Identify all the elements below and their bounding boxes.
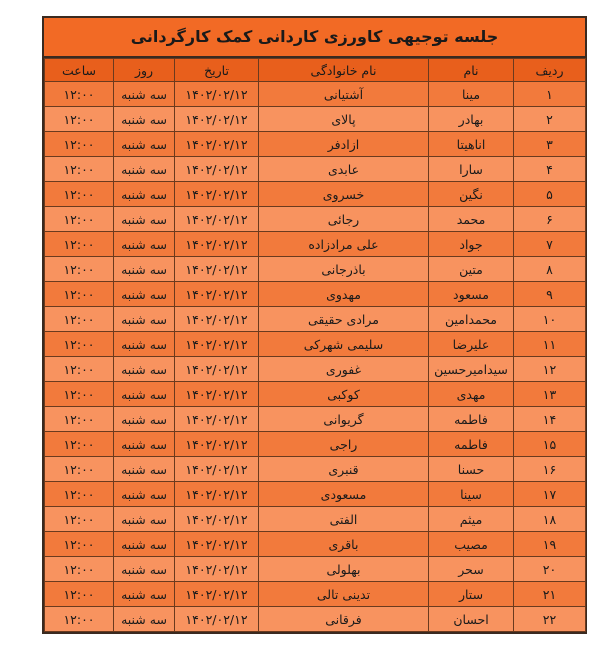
time-cell: ۱۲:۰۰ — [45, 232, 114, 257]
name-cell: میثم — [429, 507, 514, 532]
time-cell: ۱۲:۰۰ — [45, 532, 114, 557]
time-cell: ۱۲:۰۰ — [45, 382, 114, 407]
day-cell: سه شنبه — [114, 457, 175, 482]
row-number-cell: ۱۲ — [514, 357, 586, 382]
time-cell: ۱۲:۰۰ — [45, 182, 114, 207]
day-cell: سه شنبه — [114, 607, 175, 632]
day-cell: سه شنبه — [114, 207, 175, 232]
day-cell: سه شنبه — [114, 232, 175, 257]
row-number-cell: ۲۰ — [514, 557, 586, 582]
name-cell: مسعود — [429, 282, 514, 307]
date-cell: ۱۴۰۲/۰۲/۱۲ — [175, 582, 259, 607]
row-number-cell: ۵ — [514, 182, 586, 207]
family-cell: راجی — [259, 432, 429, 457]
time-cell: ۱۲:۰۰ — [45, 82, 114, 107]
time-cell: ۱۲:۰۰ — [45, 307, 114, 332]
time-cell: ۱۲:۰۰ — [45, 357, 114, 382]
time-cell: ۱۲:۰۰ — [45, 507, 114, 532]
name-cell: ستار — [429, 582, 514, 607]
time-cell: ۱۲:۰۰ — [45, 132, 114, 157]
time-cell: ۱۲:۰۰ — [45, 582, 114, 607]
date-cell: ۱۴۰۲/۰۲/۱۲ — [175, 332, 259, 357]
row-number-cell: ۲ — [514, 107, 586, 132]
family-cell: مرادی حقیقی — [259, 307, 429, 332]
row-number-cell: ۱۰ — [514, 307, 586, 332]
row-number-cell: ۱۹ — [514, 532, 586, 557]
table-row — [45, 207, 586, 232]
table-row — [45, 307, 586, 332]
day-cell: سه شنبه — [114, 357, 175, 382]
table-row — [45, 482, 586, 507]
date-cell: ۱۴۰۲/۰۲/۱۲ — [175, 282, 259, 307]
name-cell: نگین — [429, 182, 514, 207]
family-cell: غفوری — [259, 357, 429, 382]
table-row — [45, 332, 586, 357]
name-cell: محمد — [429, 207, 514, 232]
family-cell: الفتی — [259, 507, 429, 532]
row-number-cell: ۷ — [514, 232, 586, 257]
table-row — [45, 432, 586, 457]
day-cell: سه شنبه — [114, 107, 175, 132]
name-cell: حسنا — [429, 457, 514, 482]
family-cell: مسعودی — [259, 482, 429, 507]
time-cell: ۱۲:۰۰ — [45, 557, 114, 582]
name-cell: بهادر — [429, 107, 514, 132]
date-cell: ۱۴۰۲/۰۲/۱۲ — [175, 257, 259, 282]
header-name: نام — [429, 59, 514, 82]
row-number-cell: ۹ — [514, 282, 586, 307]
row-number-cell: ۱۶ — [514, 457, 586, 482]
time-cell: ۱۲:۰۰ — [45, 432, 114, 457]
date-cell: ۱۴۰۲/۰۲/۱۲ — [175, 532, 259, 557]
time-cell: ۱۲:۰۰ — [45, 157, 114, 182]
family-cell: باقری — [259, 532, 429, 557]
header-day: روز — [114, 59, 175, 82]
time-cell: ۱۲:۰۰ — [45, 107, 114, 132]
time-cell: ۱۲:۰۰ — [45, 407, 114, 432]
family-cell: باذرجانی — [259, 257, 429, 282]
name-cell: متین — [429, 257, 514, 282]
time-cell: ۱۲:۰۰ — [45, 457, 114, 482]
family-cell: کوکبی — [259, 382, 429, 407]
row-number-cell: ۳ — [514, 132, 586, 157]
family-cell: عابدی — [259, 157, 429, 182]
day-cell: سه شنبه — [114, 532, 175, 557]
table-row — [45, 157, 586, 182]
date-cell: ۱۴۰۲/۰۲/۱۲ — [175, 557, 259, 582]
name-cell: سارا — [429, 157, 514, 182]
table-body — [45, 82, 586, 632]
time-cell: ۱۲:۰۰ — [45, 482, 114, 507]
day-cell: سه شنبه — [114, 132, 175, 157]
name-cell: سیدامیرحسین — [429, 357, 514, 382]
header-row — [45, 59, 586, 82]
day-cell: سه شنبه — [114, 307, 175, 332]
header-date: تاریخ — [175, 59, 259, 82]
date-cell: ۱۴۰۲/۰۲/۱۲ — [175, 182, 259, 207]
family-cell: سلیمی شهرکی — [259, 332, 429, 357]
row-number-cell: ۲۲ — [514, 607, 586, 632]
date-cell: ۱۴۰۲/۰۲/۱۲ — [175, 457, 259, 482]
date-cell: ۱۴۰۲/۰۲/۱۲ — [175, 132, 259, 157]
family-cell: آشتیانی — [259, 82, 429, 107]
table-row — [45, 582, 586, 607]
table-row — [45, 532, 586, 557]
sheet-title: جلسه توجیهی کاورزی کاردانی کمک کارگردانی — [44, 18, 585, 58]
header-family: نام خانوادگی — [259, 59, 429, 82]
name-cell: علیرضا — [429, 332, 514, 357]
day-cell: سه شنبه — [114, 557, 175, 582]
day-cell: سه شنبه — [114, 82, 175, 107]
family-cell: پالای — [259, 107, 429, 132]
time-cell: ۱۲:۰۰ — [45, 282, 114, 307]
row-number-cell: ۲۱ — [514, 582, 586, 607]
name-cell: احسان — [429, 607, 514, 632]
time-cell: ۱۲:۰۰ — [45, 332, 114, 357]
date-cell: ۱۴۰۲/۰۲/۱۲ — [175, 482, 259, 507]
name-cell: مصیب — [429, 532, 514, 557]
day-cell: سه شنبه — [114, 282, 175, 307]
row-number-cell: ۴ — [514, 157, 586, 182]
day-cell: سه شنبه — [114, 257, 175, 282]
table-row — [45, 457, 586, 482]
name-cell: محمدامین — [429, 307, 514, 332]
date-cell: ۱۴۰۲/۰۲/۱۲ — [175, 157, 259, 182]
row-number-cell: ۸ — [514, 257, 586, 282]
family-cell: مهدوی — [259, 282, 429, 307]
row-number-cell: ۱۵ — [514, 432, 586, 457]
table-row — [45, 257, 586, 282]
date-cell: ۱۴۰۲/۰۲/۱۲ — [175, 432, 259, 457]
date-cell: ۱۴۰۲/۰۲/۱۲ — [175, 607, 259, 632]
name-cell: مینا — [429, 82, 514, 107]
date-cell: ۱۴۰۲/۰۲/۱۲ — [175, 207, 259, 232]
row-number-cell: ۱۷ — [514, 482, 586, 507]
header-row-number: ردیف — [514, 59, 586, 82]
family-cell: قنبری — [259, 457, 429, 482]
date-cell: ۱۴۰۲/۰۲/۱۲ — [175, 107, 259, 132]
date-cell: ۱۴۰۲/۰۲/۱۲ — [175, 232, 259, 257]
family-cell: گریوانی — [259, 407, 429, 432]
table-row — [45, 557, 586, 582]
table-row — [45, 382, 586, 407]
table-row — [45, 282, 586, 307]
row-number-cell: ۱۱ — [514, 332, 586, 357]
family-cell: خسروی — [259, 182, 429, 207]
family-cell: ازادفر — [259, 132, 429, 157]
header-time: ساعت — [45, 59, 114, 82]
table-row — [45, 407, 586, 432]
name-cell: جواد — [429, 232, 514, 257]
table-row — [45, 232, 586, 257]
row-number-cell: ۱۳ — [514, 382, 586, 407]
row-number-cell: ۱ — [514, 82, 586, 107]
day-cell: سه شنبه — [114, 407, 175, 432]
name-cell: اناهیتا — [429, 132, 514, 157]
day-cell: سه شنبه — [114, 382, 175, 407]
name-cell: مهدی — [429, 382, 514, 407]
day-cell: سه شنبه — [114, 582, 175, 607]
family-cell: بهلولی — [259, 557, 429, 582]
family-cell: فرقانی — [259, 607, 429, 632]
table-row — [45, 82, 586, 107]
time-cell: ۱۲:۰۰ — [45, 257, 114, 282]
family-cell: علی مرادزاده — [259, 232, 429, 257]
name-cell: سحر — [429, 557, 514, 582]
table-row — [45, 507, 586, 532]
schedule-table — [44, 58, 586, 632]
date-cell: ۱۴۰۲/۰۲/۱۲ — [175, 307, 259, 332]
table-row — [45, 607, 586, 632]
day-cell: سه شنبه — [114, 157, 175, 182]
date-cell: ۱۴۰۲/۰۲/۱۲ — [175, 82, 259, 107]
table-row — [45, 107, 586, 132]
row-number-cell: ۶ — [514, 207, 586, 232]
day-cell: سه شنبه — [114, 482, 175, 507]
date-cell: ۱۴۰۲/۰۲/۱۲ — [175, 407, 259, 432]
time-cell: ۱۲:۰۰ — [45, 607, 114, 632]
table-row — [45, 182, 586, 207]
date-cell: ۱۴۰۲/۰۲/۱۲ — [175, 507, 259, 532]
family-cell: رجائی — [259, 207, 429, 232]
date-cell: ۱۴۰۲/۰۲/۱۲ — [175, 357, 259, 382]
schedule-sheet — [42, 16, 587, 634]
name-cell: فاطمه — [429, 407, 514, 432]
row-number-cell: ۱۸ — [514, 507, 586, 532]
date-cell: ۱۴۰۲/۰۲/۱۲ — [175, 382, 259, 407]
family-cell: تدینی تالی — [259, 582, 429, 607]
name-cell: سینا — [429, 482, 514, 507]
day-cell: سه شنبه — [114, 507, 175, 532]
row-number-cell: ۱۴ — [514, 407, 586, 432]
day-cell: سه شنبه — [114, 332, 175, 357]
day-cell: سه شنبه — [114, 432, 175, 457]
table-row — [45, 357, 586, 382]
name-cell: فاطمه — [429, 432, 514, 457]
time-cell: ۱۲:۰۰ — [45, 207, 114, 232]
day-cell: سه شنبه — [114, 182, 175, 207]
table-row — [45, 132, 586, 157]
